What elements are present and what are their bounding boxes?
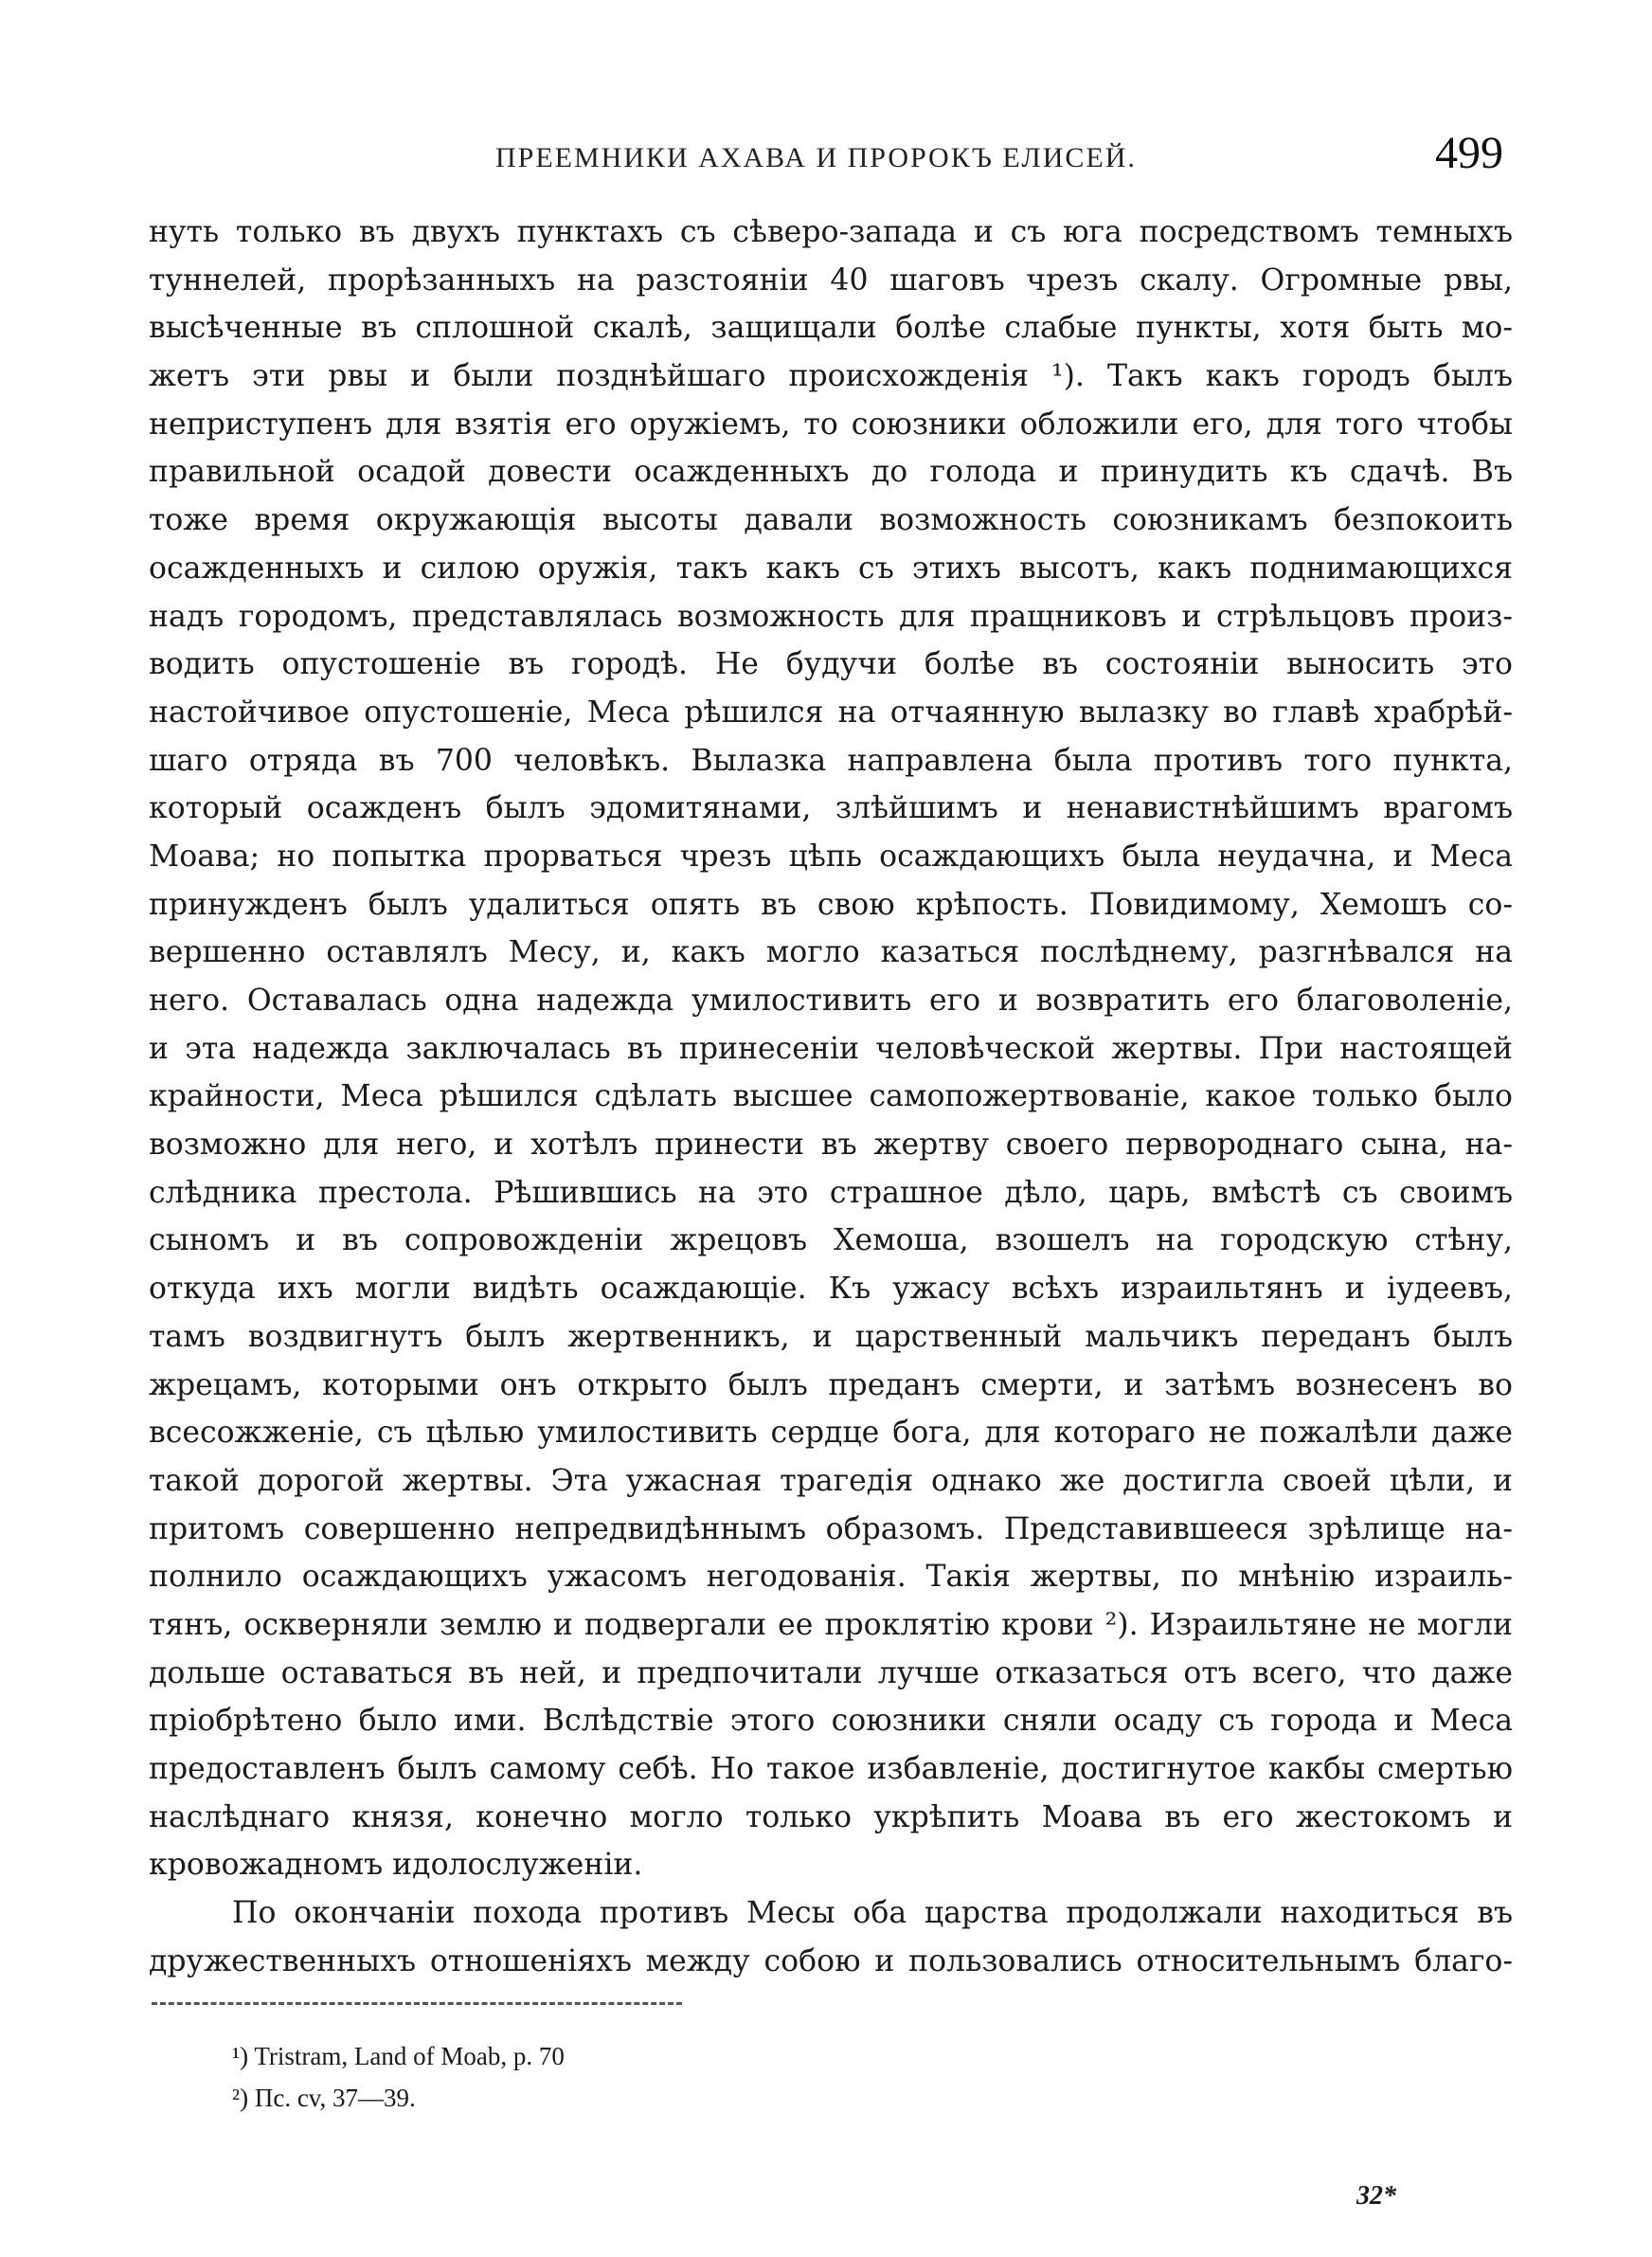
text-line: откуда ихъ могли видѣть осаждающіе. Къ ужасу всѣхъ израильтянъ и іудеевъ, xyxy=(149,1272,1513,1307)
text-line: шаго отряда въ 700 человѣкъ. Вылазка направлена была противъ того пункта, xyxy=(149,743,1513,778)
text-line: всесожженіе, съ цѣлью умилостивить сердце бога, для котораго не пожалѣли даже xyxy=(149,1416,1513,1451)
text-line: предоставленъ былъ самому себѣ. Но такое избавленіе, достигнутое какбы смертью xyxy=(149,1752,1513,1786)
text-line: жетъ эти рвы и были позднѣйшаго происхожденія ¹). Такъ какъ городъ былъ xyxy=(149,359,1513,394)
text-line: туннелей, прорѣзанныхъ на разстояніи 40 шаговъ чрезъ скалу. Огромные рвы, xyxy=(149,262,1513,298)
text-line: неприступенъ для взятія его оружіемъ, то союзники обложили его, для того чтобы xyxy=(149,406,1513,442)
text-line: который осажденъ былъ эдомитянами, злѣйшимъ и ненавистнѣйшимъ врагомъ xyxy=(149,791,1513,826)
text-line: возможно для него, и хотѣлъ принести въ жертву своего первороднаго сына, на- xyxy=(149,1128,1513,1163)
text-line: крайности, Меса рѣшился сдѣлать высшее самопожертвованіе, какое только было xyxy=(149,1079,1513,1114)
text-line: и эта надежда заключалась въ принесеніи человѣческой жертвы. При настоящей xyxy=(149,1031,1513,1066)
footnote-marker: ²) xyxy=(232,2084,249,2112)
text-line: тоже время окружающія высоты давали возможность союзникамъ безпокоить xyxy=(149,503,1513,538)
text-line: сыномъ и въ сопровожденіи жрецовъ Хемоша, взошелъ на городскую стѣну, xyxy=(149,1223,1513,1258)
text-line: тамъ воздвигнутъ былъ жертвенникъ, и царственный мальчикъ переданъ былъ xyxy=(149,1319,1513,1354)
text-line: вершенно оставлялъ Месу, и, какъ могло казаться послѣднему, разгнѣвался на xyxy=(149,935,1513,970)
footnote-separator xyxy=(152,2002,682,2005)
footnote-marker: ¹) xyxy=(232,2042,249,2070)
text-line: Моава; но попытка прорваться чрезъ цѣпь осаждающихъ была неудачна, и Меса xyxy=(149,839,1513,874)
text-line: полнило осаждающихъ ужасомъ негодованія. Такія жертвы, по мнѣнію израиль- xyxy=(149,1560,1513,1595)
text-line: высѣченные въ сплошной скалѣ, защищали болѣе слабые пункты, хотя быть мо- xyxy=(149,311,1513,346)
footnotes xyxy=(232,2035,565,2119)
signature-mark: 32* xyxy=(1356,2181,1396,2211)
running-title: ПРЕЕМНИКИ АХАВА И ПРОРОКЪ ЕЛИСЕЙ. xyxy=(495,142,1137,173)
text-line: него. Оставалась одна надежда умилостивить его и возвратить его благоволеніе, xyxy=(149,984,1513,1018)
text-line: притомъ совершенно непредвидѣннымъ образомъ. Представившееся зрѣлище на- xyxy=(149,1511,1513,1546)
text-line: пріобрѣтено было ими. Вслѣдствіе этого союзники сняли осаду съ города и Меса xyxy=(149,1704,1513,1739)
text-line: принужденъ былъ удалиться опять въ свою крѣпость. Повидимому, Хемошъ со- xyxy=(149,887,1513,922)
footnote-2 xyxy=(232,2077,565,2119)
text-line: тянъ, оскверняли землю и подвергали ее проклятію крови ²). Израильтяне не могли xyxy=(149,1607,1513,1642)
text-line: дружественныхъ отношеніяхъ между собою и пользовались относительнымъ благо- xyxy=(149,1943,1513,1978)
text-line: жрецамъ, которыми онъ открыто былъ преданъ смерти, и затѣмъ вознесенъ во xyxy=(149,1367,1513,1402)
body-text xyxy=(149,208,1513,1985)
text-line: настойчивое опустошеніе, Меса рѣшился на отчаянную вылазку во главѣ храбрѣй- xyxy=(149,695,1513,730)
footnote-text: Пс. cv, 37—39. xyxy=(254,2084,416,2112)
text-line: осажденныхъ и силою оружія, такъ какъ съ этихъ высотъ, какъ поднимающихся xyxy=(149,551,1513,586)
text-line: слѣдника престола. Рѣшившись на это страшное дѣло, царь, вмѣстѣ съ своимъ xyxy=(149,1175,1513,1210)
text-line: дольше оставаться въ ней, и предпочитали лучше отказаться отъ всего, что даже xyxy=(149,1655,1513,1690)
text-line: водить опустошеніе въ городѣ. Не будучи болѣе въ состояніи выносить это xyxy=(149,647,1513,682)
text-line: нуть только въ двухъ пунктахъ съ сѣверо-запада и съ юга посредствомъ темныхъ xyxy=(149,215,1513,249)
text-line: правильной осадой довести осажденныхъ до голода и принудить къ сдачѣ. Въ xyxy=(149,455,1513,490)
paragraph-start-line: По окончаніи похода противъ Месы оба царства продолжали находиться въ xyxy=(232,1896,1513,1931)
text-line: такой дорогой жертвы. Эта ужасная трагедія однако же достигла своей цѣли, и xyxy=(149,1463,1513,1498)
paragraph-end-line: кровожадномъ идолослуженіи. xyxy=(149,1848,643,1883)
text-line: наслѣднаго князя, конечно могло только укрѣпить Моава въ его жестокомъ и xyxy=(149,1799,1513,1834)
text-line: надъ городомъ, представлялась возможность для пращниковъ и стрѣльцовъ произ- xyxy=(149,599,1513,634)
footnote-text: Tristram, Land of Moab, p. 70 xyxy=(254,2042,565,2070)
page-number: 499 xyxy=(1435,128,1503,178)
footnote-1 xyxy=(232,2035,565,2077)
